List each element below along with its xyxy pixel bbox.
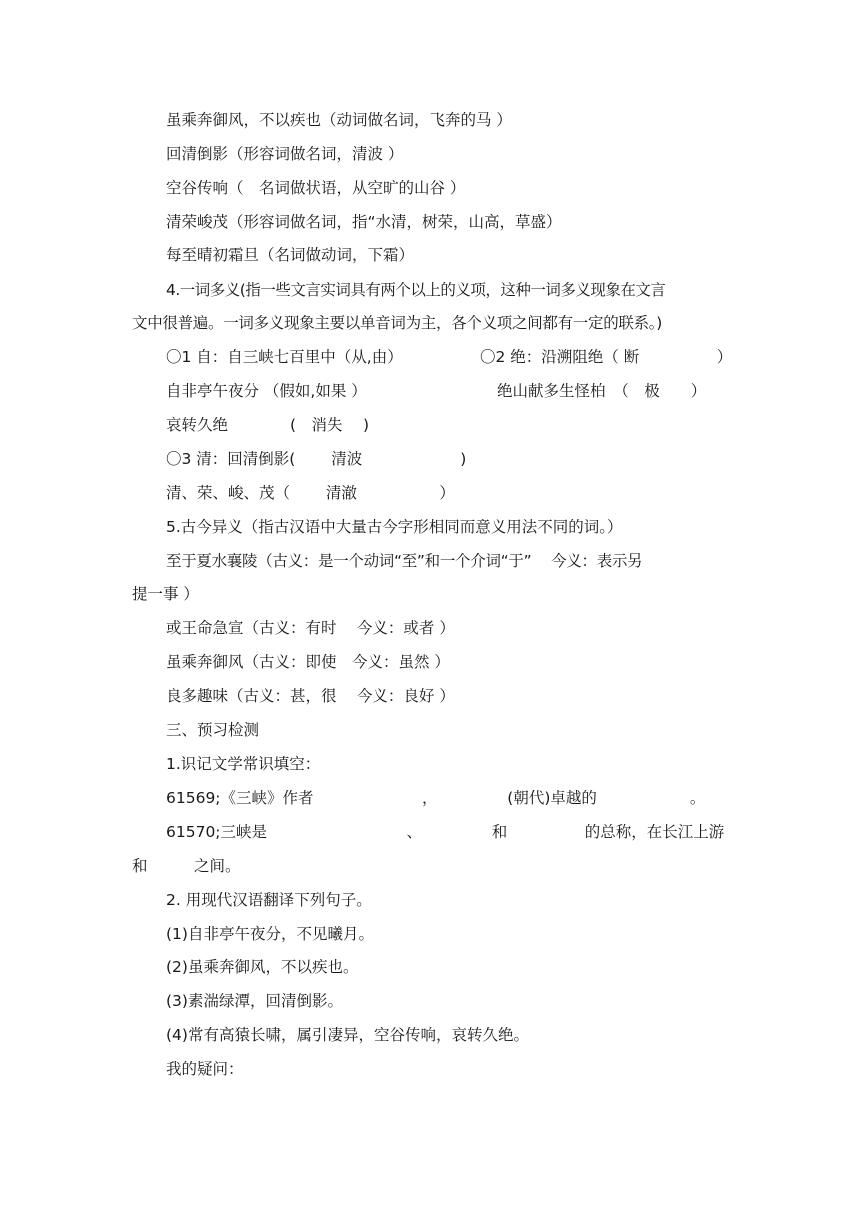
text-line: 〇2 绝：沿溯阻绝（ 断 ） (480, 348, 733, 366)
text-line: 1.识记文学常识填空： (166, 755, 321, 773)
section-heading: 4.一词多义(指一些文言实词具有两个以上的义项，这种一词多义现象在文言 (166, 281, 666, 299)
section-heading: 三、预习检测 (166, 721, 260, 739)
text-line: 至于夏水襄陵（古义：是一个动词“至”和一个介词“于” 今义：表示另 (166, 552, 643, 570)
text-line: 清、荣、峻、茂（ 清澈 ） (166, 484, 455, 502)
text-line: 每至晴初霜旦（名词做动词，下霜） (166, 246, 415, 264)
text-line: (3)素湍绿潭，回清倒影。 (166, 992, 343, 1010)
text-line: 提一事 ） (132, 585, 199, 603)
text-line: 空谷传响（ 名词做状语，从空旷的山谷 ） (166, 179, 466, 197)
text-line: 和 之间。 (132, 857, 241, 875)
text-line: 或王命急宣（古义：有时 今义：或者 ） (166, 619, 455, 637)
text-line: 61570;三峡是 、 和 的总称，在长江上游 (166, 823, 725, 841)
text-line: 自非亭午夜分 （假如,如果 ） (166, 382, 367, 400)
text-line: 虽乘奔御风（古义：即使 今义：虽然 ） (166, 653, 450, 671)
text-line: (2)虽乘奔御风，不以疾也。 (166, 958, 359, 976)
text-line: 回清倒影（形容词做名词，清波 ） (166, 145, 404, 163)
text-line: 哀转久绝 ( 消失 ) (166, 416, 370, 434)
text-line: 〇1 自：自三峡七百里中（从,由） (166, 348, 403, 366)
text-line: 文中很普遍。一词多义现象主要以单音词为主，各个义项之间都有一定的联系。) (132, 314, 663, 332)
text-line: 绝山献多生怪柏 （ 极 ） (497, 382, 707, 400)
text-line: 虽乘奔御风，不以疾也（动词做名词，飞奔的马 ） (166, 111, 512, 129)
text-line: 清荣峻茂（形容词做名词，指“水清，树荣，山高，草盛） (166, 213, 562, 231)
text-line: 良多趣味（古义：甚，很 今义：良好 ） (166, 687, 455, 705)
text-line: (1)自非亭午夜分，不见曦月。 (166, 925, 374, 943)
text-line: 〇3 清：回清倒影( 清波 ) (166, 450, 467, 468)
text-line: (4)常有高猿长啸，属引凄异，空谷传响，哀转久绝。 (166, 1026, 529, 1044)
text-line: 61569;《三峡》作者 ， (朝代)卓越的 。 (166, 789, 706, 807)
section-heading: 5.古今异义（指古汉语中大量古今字形相同而意义用法不同的词。） (166, 518, 623, 536)
text-line: 我的疑问： (166, 1060, 244, 1078)
text-line: 2. 用现代汉语翻译下列句子。 (166, 891, 372, 909)
